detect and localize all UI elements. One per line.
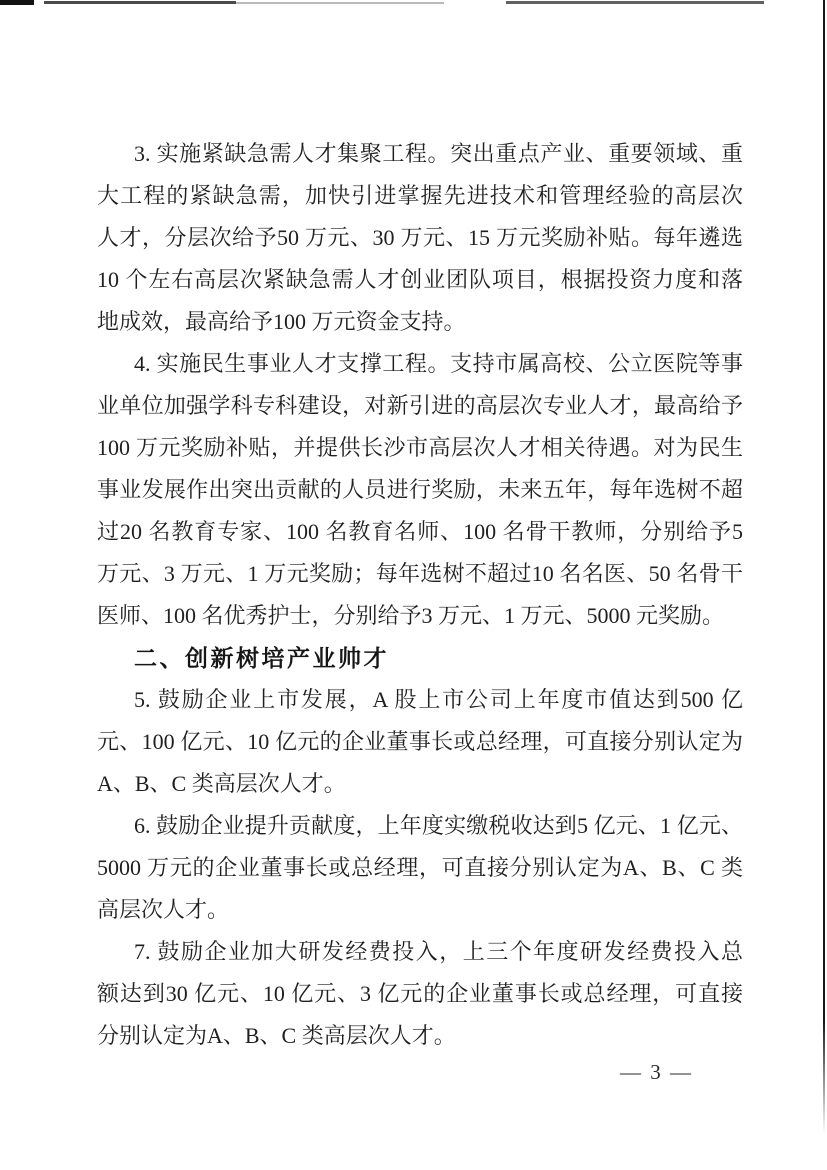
text-line: 5000 万元的企业董事长或总经理，可直接分别认定为A、B、C 类 xyxy=(97,855,743,880)
scan-artifact-right-edge xyxy=(823,0,825,1134)
text-line: 元、100 亿元、10 亿元的企业董事长或总经理，可直接分别认定为 xyxy=(97,729,743,754)
scan-artifact-top-edge xyxy=(44,1,236,4)
text-line: 7. 鼓励企业加大研发经费投入，上三个年度研发经费投入总 xyxy=(134,939,743,964)
paragraph-6 xyxy=(97,805,743,931)
text-line: 事业发展作出突出贡献的人员进行奖励，未来五年，每年选树不超 xyxy=(97,477,743,502)
text-line: 业单位加强学科专科建设，对新引进的高层次专业人才，最高给予 xyxy=(97,393,743,418)
text-line: 3. 实施紧缺急需人才集聚工程。突出重点产业、重要领域、重 xyxy=(134,141,743,166)
text-line: 高层次人才。 xyxy=(97,897,230,922)
text-line: 5. 鼓励企业上市发展，A 股上市公司上年度市值达到500 亿 xyxy=(134,687,743,712)
scan-artifact-top-edge xyxy=(236,2,444,4)
scan-artifact-top-edge xyxy=(0,0,34,5)
scan-artifact-top-edge xyxy=(506,1,764,4)
text-line: 地成效，最高给予100 万元资金支持。 xyxy=(97,309,466,334)
text-line: 人才，分层次给予50 万元、30 万元、15 万元奖励补贴。每年遴选 xyxy=(97,225,743,250)
text-line: 4. 实施民生事业人才支撑工程。支持市属高校、公立医院等事 xyxy=(134,351,743,376)
text-line: 医师、100 名优秀护士，分别给予3 万元、1 万元、5000 元奖励。 xyxy=(97,603,725,628)
page-number: — 3 — xyxy=(620,1060,693,1084)
text-line: 大工程的紧缺急需，加快引进掌握先进技术和管理经验的高层次 xyxy=(97,183,743,208)
paragraph-7 xyxy=(97,931,743,1057)
text-line: 10 个左右高层次紧缺急需人才创业团队项目，根据投资力度和落 xyxy=(97,267,743,292)
text-line: 过20 名教育专家、100 名教育名师、100 名骨干教师，分别给予5 xyxy=(97,519,743,544)
text-line: 额达到30 亿元、10 亿元、3 亿元的企业董事长或总经理，可直接 xyxy=(97,981,743,1006)
section-heading-2: 二、创新树培产业帅才 xyxy=(134,645,389,671)
document-body xyxy=(97,133,743,1057)
paragraph-3 xyxy=(97,133,743,343)
text-line: A、B、C 类高层次人才。 xyxy=(97,771,346,796)
paragraph-5 xyxy=(97,679,743,805)
text-line: 100 万元奖励补贴，并提供长沙市高层次人才相关待遇。对为民生 xyxy=(97,435,743,460)
paragraph-4 xyxy=(97,343,743,637)
text-line: 6. 鼓励企业提升贡献度，上年度实缴税收达到5 亿元、1 亿元、 xyxy=(134,813,743,838)
text-line: 分别认定为A、B、C 类高层次人才。 xyxy=(97,1023,456,1048)
text-line: 万元、3 万元、1 万元奖励；每年选树不超过10 名名医、50 名骨干 xyxy=(97,561,743,586)
